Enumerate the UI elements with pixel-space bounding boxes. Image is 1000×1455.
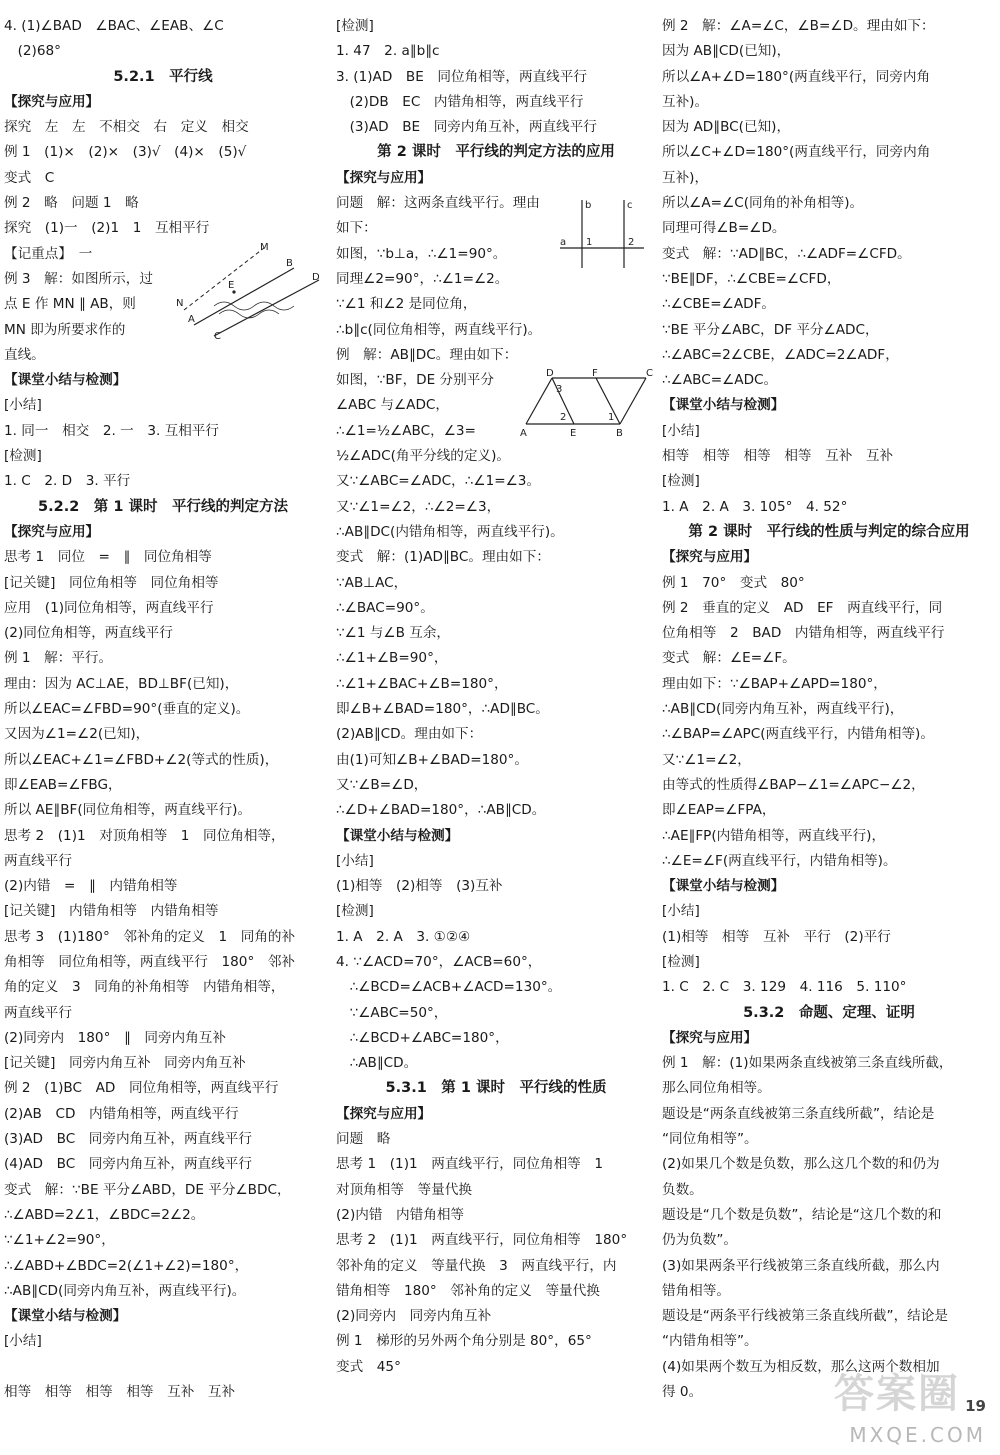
fig3-label-3: 3 [556, 384, 563, 395]
text-line: 由(1)可知∠B+∠BAD=180°。 [336, 751, 528, 768]
text-line: (2)68° [4, 43, 61, 60]
text-line: 变式 解：(1)AD∥BC。理由如下： [336, 549, 550, 566]
fig2-label-2: 2 [628, 237, 635, 248]
text-line: 探究 (1)一 (2)1 1 互相平行 [4, 220, 210, 237]
watermark-url: MXQE.COM [849, 1423, 986, 1447]
text-line: [小结] [662, 422, 700, 439]
page-number: 19 [965, 1397, 986, 1415]
fig2-label-c: c [627, 200, 633, 211]
text-line: 点 E 作 MN ∥ AB，则 [4, 296, 136, 313]
text-line: “同位角相等”。 [662, 1131, 758, 1148]
text-line: 题设是“几个数是负数”，结论是“这几个数的和 [662, 1206, 942, 1223]
text-line: 问题 略 [336, 1131, 391, 1148]
text-line: (2)内错 内错角相等 [336, 1206, 465, 1223]
text-line: ∴AB∥CD。 [336, 1055, 418, 1072]
text-line: 例 解：AB∥DC。理由如下： [336, 346, 518, 363]
text-line: 变式 C [4, 169, 55, 186]
text-line: 探究 左 左 不相交 右 定义 相交 [4, 119, 249, 136]
text-line: 变式 解：∵AD∥BC，∴∠ADF=∠CFD。 [662, 245, 911, 262]
text-line: MN 即为所要求作的 [4, 321, 126, 338]
text-line: 例 1 70° 变式 80° [662, 574, 805, 591]
subsection-label: 【课堂小结与检测】 [662, 878, 785, 895]
text-line: 所以∠A=∠C(同角的补角相等)。 [662, 195, 864, 212]
text-line: ∵∠1+∠2=90°， [4, 1232, 115, 1249]
text-line: ∴∠BCD+∠ABC=180°， [336, 1029, 509, 1046]
text-line: 两直线平行 [4, 1004, 72, 1021]
text-line: ∵BE 平分∠ABC，DF 平分∠ADC， [662, 321, 879, 338]
section-heading: 第 2 课时 平行线的判定方法的应用 [377, 144, 615, 161]
text-line: [小结] [662, 903, 700, 920]
text-line: 4. ∵∠ACD=70°，∠ACB=60°， [336, 953, 542, 970]
text-line: (1)相等 相等 互补 平行 (2)平行 [662, 928, 891, 945]
text-line: 角的定义 3 同角的补角相等 内错角相等， [4, 979, 285, 996]
text-line: 例 1 解：平行。 [4, 650, 113, 667]
text-line: [记关键] 同位角相等 同位角相等 [4, 574, 219, 591]
fig1-label-d: D [312, 272, 320, 283]
text-line: ∴AB∥CD(同旁内角互补，两直线平行)， [662, 701, 904, 718]
text-line: (2)内错 = ∥ 内错角相等 [4, 878, 178, 895]
text-line: 又因为∠1=∠2(已知)， [4, 726, 150, 743]
text-line: ∴∠BCD=∠ACB+∠ACD=130°。 [336, 979, 562, 996]
text-line: (2)同位角相等，两直线平行 [4, 625, 173, 642]
text-line: 例 1 (1)× (2)× (3)√ (4)× (5)√ [4, 144, 247, 161]
text-line: 又∵∠ABC=∠ADC，∴∠1=∠3。 [336, 473, 541, 490]
text-line: ∴∠ABC=2∠CBE，∠ADC=2∠ADF， [662, 346, 899, 363]
figure-parallelogram-bisectors [516, 366, 656, 438]
section-heading: 5.2.2 第 1 课时 平行线的判定方法 [38, 498, 288, 515]
text-line: 邻补角的定义 等量代换 3 两直线平行，内 [336, 1257, 617, 1274]
text-line: 得 0。 [662, 1384, 703, 1401]
text-line: ½∠ADC(角平分线的定义)。 [336, 448, 510, 465]
text-line: 思考 1 (1)1 两直线平行，同位角相等 1 [336, 1156, 604, 1173]
text-line: 又∵∠B=∠D， [336, 776, 428, 793]
fig2-label-b: b [585, 200, 592, 211]
fig1-label-e: E [228, 280, 235, 291]
text-line: (2)如果几个数是负数，那么这几个数的和仍为 [662, 1156, 940, 1173]
text-line: 3. (1)AD BE 同位角相等，两直线平行 [336, 68, 587, 85]
text-line: 又∵∠1=∠2，∴∠2=∠3， [336, 498, 501, 515]
text-line: 如图，∵b⊥a，∴∠1=90°。 [336, 245, 507, 262]
text-line: 理由如下：∵∠BAP+∠APD=180°， [662, 675, 887, 692]
text-line: “内错角相等”。 [662, 1333, 758, 1350]
text-line: ∴AB∥CD(同旁内角互补，两直线平行)。 [4, 1282, 246, 1299]
text-line: 思考 1 同位 = ∥ 同位角相等 [4, 549, 212, 566]
text-line: 即∠B+∠BAD=180°，∴AD∥BC。 [336, 701, 549, 718]
text-line: 例 1 解：(1)如果两条直线被第三条直线所截， [662, 1055, 953, 1072]
text-line: ∵BE∥DF，∴∠CBE=∠CFD， [662, 270, 841, 287]
text-line: 思考 3 (1)180° 邻补角的定义 1 同角的补 [4, 928, 296, 945]
text-line: 如下： [336, 220, 377, 237]
text-line: 4. (1)∠BAD ∠BAC、∠EAB、∠C [4, 18, 224, 34]
text-line: (2)同旁内 180° ∥ 同旁内角互补 [4, 1029, 226, 1046]
text-line: (3)AD BE 同旁内角互补，两直线平行 [336, 119, 597, 136]
text-line: ∴∠CBE=∠ADF。 [662, 296, 775, 313]
text-line: ∴∠E=∠F(两直线平行，内错角相等)。 [662, 852, 897, 869]
text-line: ∴∠1+∠BAC+∠B=180°， [336, 675, 508, 692]
column-left [4, 14, 322, 1405]
text-line: (2)同旁内 同旁内角互补 [336, 1308, 492, 1325]
text-line: 位角相等 2 BAD 内错角相等，两直线平行 [662, 625, 945, 642]
text-line: 错角相等 180° 邻补角的定义 等量代换 [336, 1282, 600, 1299]
text-line: ∵∠ABC=50°， [336, 1004, 448, 1021]
text-line: 变式 解：∵BE 平分∠ABD，DE 平分∠BDC， [4, 1181, 291, 1198]
watermark-logo: 答案圈 [834, 1371, 960, 1417]
text-line: (4)AD BC 同旁内角互补，两直线平行 [4, 1156, 252, 1173]
text-line: 相等 相等 相等 相等 互补 互补 [4, 1384, 236, 1401]
fig3-label-c: C [646, 368, 653, 379]
text-line: 所以∠C+∠D=180°(两直线平行，同旁内角 [662, 144, 931, 161]
text-line: 那么同位角相等。 [662, 1080, 771, 1097]
text-line: 因为 AB∥CD(已知)， [662, 43, 791, 60]
figure-parallel-lines-mn-ab [174, 240, 324, 340]
text-line: 题设是“两条直线被第三条直线所截”，结论是 [662, 1105, 935, 1122]
text-line: ∵∠1 与∠B 互余， [336, 625, 451, 642]
text-line: 1. 同一 相交 2. 一 3. 互相平行 [4, 422, 219, 439]
text-line: 例 3 解：如图所示，过 [4, 270, 153, 287]
text-line: (2)DB EC 内错角相等，两直线平行 [336, 93, 584, 110]
fig3-label-2: 2 [560, 412, 567, 423]
section-heading: 第 2 课时 平行线的性质与判定的综合应用 [688, 523, 970, 540]
column-right [662, 14, 996, 1405]
text-line: [检测] [662, 473, 700, 490]
text-line: ∵∠1 和∠2 是同位角， [336, 296, 477, 313]
text-line: 应用 (1)同位角相等，两直线平行 [4, 599, 214, 616]
text-line: 1. 47 2. a∥b∥c [336, 43, 440, 60]
subsection-label: 【课堂小结与检测】 [4, 372, 127, 389]
text-line: (3)如果两条平行线被第三条直线所截，那么内 [662, 1257, 940, 1274]
text-line: 例 2 (1)BC AD 同位角相等，两直线平行 [4, 1080, 279, 1097]
text-line: 同理可得∠B=∠D。 [662, 220, 786, 237]
text-line: 又∵∠1=∠2， [662, 751, 751, 768]
text-line: 例 1 梯形的另外两个角分别是 80°，65° [336, 1333, 592, 1350]
subsection-label: 【探究与应用】 [336, 1105, 432, 1122]
text-line: ∴∠1=½∠ABC，∠3= [336, 422, 476, 439]
text-line: (2)AB CD 内错角相等，两直线平行 [4, 1105, 239, 1122]
text-line: [小结] [4, 397, 42, 414]
text-line: ∴∠ABC=∠ADC。 [662, 372, 778, 389]
section-heading: 5.3.2 命题、定理、证明 [743, 1004, 915, 1021]
text-line: 错角相等。 [662, 1282, 730, 1299]
text-line: 互补)。 [662, 93, 709, 110]
text-line: 1. C 2. C 3. 129 4. 116 5. 110° [662, 979, 907, 996]
fig3-label-f: F [592, 368, 598, 379]
text-line: ∴∠BAC=90°。 [336, 599, 434, 616]
fig2-label-a: a [560, 237, 567, 248]
text-line: ∠ABC 与∠ADC， [336, 397, 450, 414]
subsection-label: 【课堂小结与检测】 [4, 1308, 127, 1325]
text-line: [小结] [4, 1333, 42, 1350]
text-line [4, 1355, 322, 1380]
fig3-label-1: 1 [608, 412, 615, 423]
text-line: ∴b∥c(同位角相等，两直线平行)。 [336, 321, 542, 338]
text-line: (1)相等 (2)相等 (3)互补 [336, 878, 503, 895]
subsection-label: 【探究与应用】 [662, 1029, 758, 1046]
text-line: [检测] [4, 448, 42, 465]
subsection-label: 【探究与应用】 [336, 169, 432, 186]
fig1-label-b: B [286, 258, 293, 269]
subsection-label: 【探究与应用】 [4, 93, 100, 110]
text-line: (3)AD BC 同旁内角互补，两直线平行 [4, 1131, 252, 1148]
text-line: 直线。 [4, 346, 45, 363]
text-line: 因为 AD∥BC(已知)， [662, 119, 791, 136]
text-line: ∴∠1+∠B=90°， [336, 650, 448, 667]
text-line: 所以 AE∥BF(同位角相等，两直线平行)。 [4, 802, 252, 819]
text-line: [检测] [336, 18, 374, 34]
text-line: 思考 2 (1)1 对顶角相等 1 同位角相等， [4, 827, 285, 844]
text-line: 角相等 同位角相等，两直线平行 180° 邻补 [4, 953, 296, 970]
text-line: ∵AB⊥AC， [336, 574, 408, 591]
text-line: 负数。 [662, 1181, 703, 1198]
fig2-label-1: 1 [586, 237, 593, 248]
subsection-label: 【探究与应用】 [662, 549, 758, 566]
text-line: (4)如果两个数互为相反数，那么这两个数相加 [662, 1358, 940, 1375]
fig1-label-m: M [260, 242, 269, 253]
text-line: 即∠EAB=∠FBG， [4, 776, 122, 793]
section-heading: 5.3.1 第 1 课时 平行线的性质 [385, 1080, 607, 1097]
text-line: 即∠EAP=∠FPA， [662, 802, 776, 819]
text-line: (2)AB∥CD。理由如下： [336, 726, 483, 743]
text-line: 变式 解：∠E=∠F。 [662, 650, 796, 667]
text-line: 对顶角相等 等量代换 [336, 1181, 472, 1198]
text-line: ∴∠BAP=∠APC(两直线平行，内错角相等)。 [662, 726, 934, 743]
text-line: 仍为负数”。 [662, 1232, 738, 1249]
text-line: 1. C 2. D 3. 平行 [4, 473, 131, 490]
fig3-label-d: D [546, 368, 554, 379]
fig1-label-a: A [188, 314, 195, 325]
text-line: [记关键] 同旁内角互补 同旁内角互补 [4, 1055, 246, 1072]
text-line: 题设是“两条平行线被第三条直线所截”，结论是 [662, 1308, 948, 1325]
subsection-label: 【课堂小结与检测】 [336, 827, 459, 844]
text-line: 同理∠2=90°，∴∠1=∠2。 [336, 270, 509, 287]
fig3-label-e: E [570, 428, 577, 438]
figure-perpendicular-lines [556, 196, 646, 271]
text-line: ∴AB∥DC(内错角相等，两直线平行)。 [336, 523, 564, 540]
text-line: [记关键] 内错角相等 内错角相等 [4, 903, 219, 920]
text-line: 【记重点】 一 [4, 245, 93, 262]
text-line: [检测] [662, 953, 700, 970]
text-line: 理由：因为 AC⊥AE，BD⊥BF(已知)， [4, 675, 239, 692]
text-line: ∴∠ABD=2∠1，∠BDC=2∠2。 [4, 1206, 205, 1223]
text-line: ∴AE∥FP(内错角相等，两直线平行)， [662, 827, 886, 844]
text-line: 互补)， [662, 169, 709, 186]
text-line: 两直线平行 [4, 852, 72, 869]
text-line: 由等式的性质得∠BAP−∠1=∠APC−∠2， [662, 776, 925, 793]
text-line: 所以∠EAC+∠1=∠FBD+∠2(等式的性质)， [4, 751, 279, 768]
fig1-label-n: N [176, 298, 184, 309]
fig3-label-b: B [616, 428, 623, 438]
text-line: 所以∠A+∠D=180°(两直线平行，同旁内角 [662, 68, 931, 85]
text-line: 如图，∵BF，DE 分别平分 [336, 372, 494, 389]
text-line: ∴∠ABD+∠BDC=2(∠1+∠2)=180°， [4, 1257, 249, 1274]
text-line: [小结] [336, 852, 374, 869]
text-line: ∴∠D+∠BAD=180°，∴AB∥CD。 [336, 802, 546, 819]
text-line: 1. A 2. A 3. ①②④ [336, 928, 471, 945]
subsection-label: 【课堂小结与检测】 [662, 397, 785, 414]
fig3-label-a: A [520, 428, 527, 438]
text-line: [检测] [336, 903, 374, 920]
text-line: 例 2 略 问题 1 略 [4, 195, 139, 212]
subsection-label: 【探究与应用】 [4, 523, 100, 540]
text-line: 1. A 2. A 3. 105° 4. 52° [662, 498, 848, 515]
text-line: 相等 相等 相等 相等 互补 互补 [662, 448, 894, 465]
text-line: 变式 45° [336, 1358, 401, 1375]
text-line: 思考 2 (1)1 两直线平行，同位角相等 180° [336, 1232, 628, 1249]
text-line: 例 2 解：∠A=∠C，∠B=∠D。理由如下： [662, 18, 935, 34]
fig1-label-c: C [214, 331, 221, 340]
text-line: 例 2 垂直的定义 AD EF 两直线平行，同 [662, 599, 943, 616]
section-heading: 5.2.1 平行线 [113, 68, 213, 85]
text-line: 所以∠EAC=∠FBD=90°(垂直的定义)。 [4, 701, 250, 718]
text-line: 问题 解：这两条直线平行。理由 [336, 195, 540, 212]
